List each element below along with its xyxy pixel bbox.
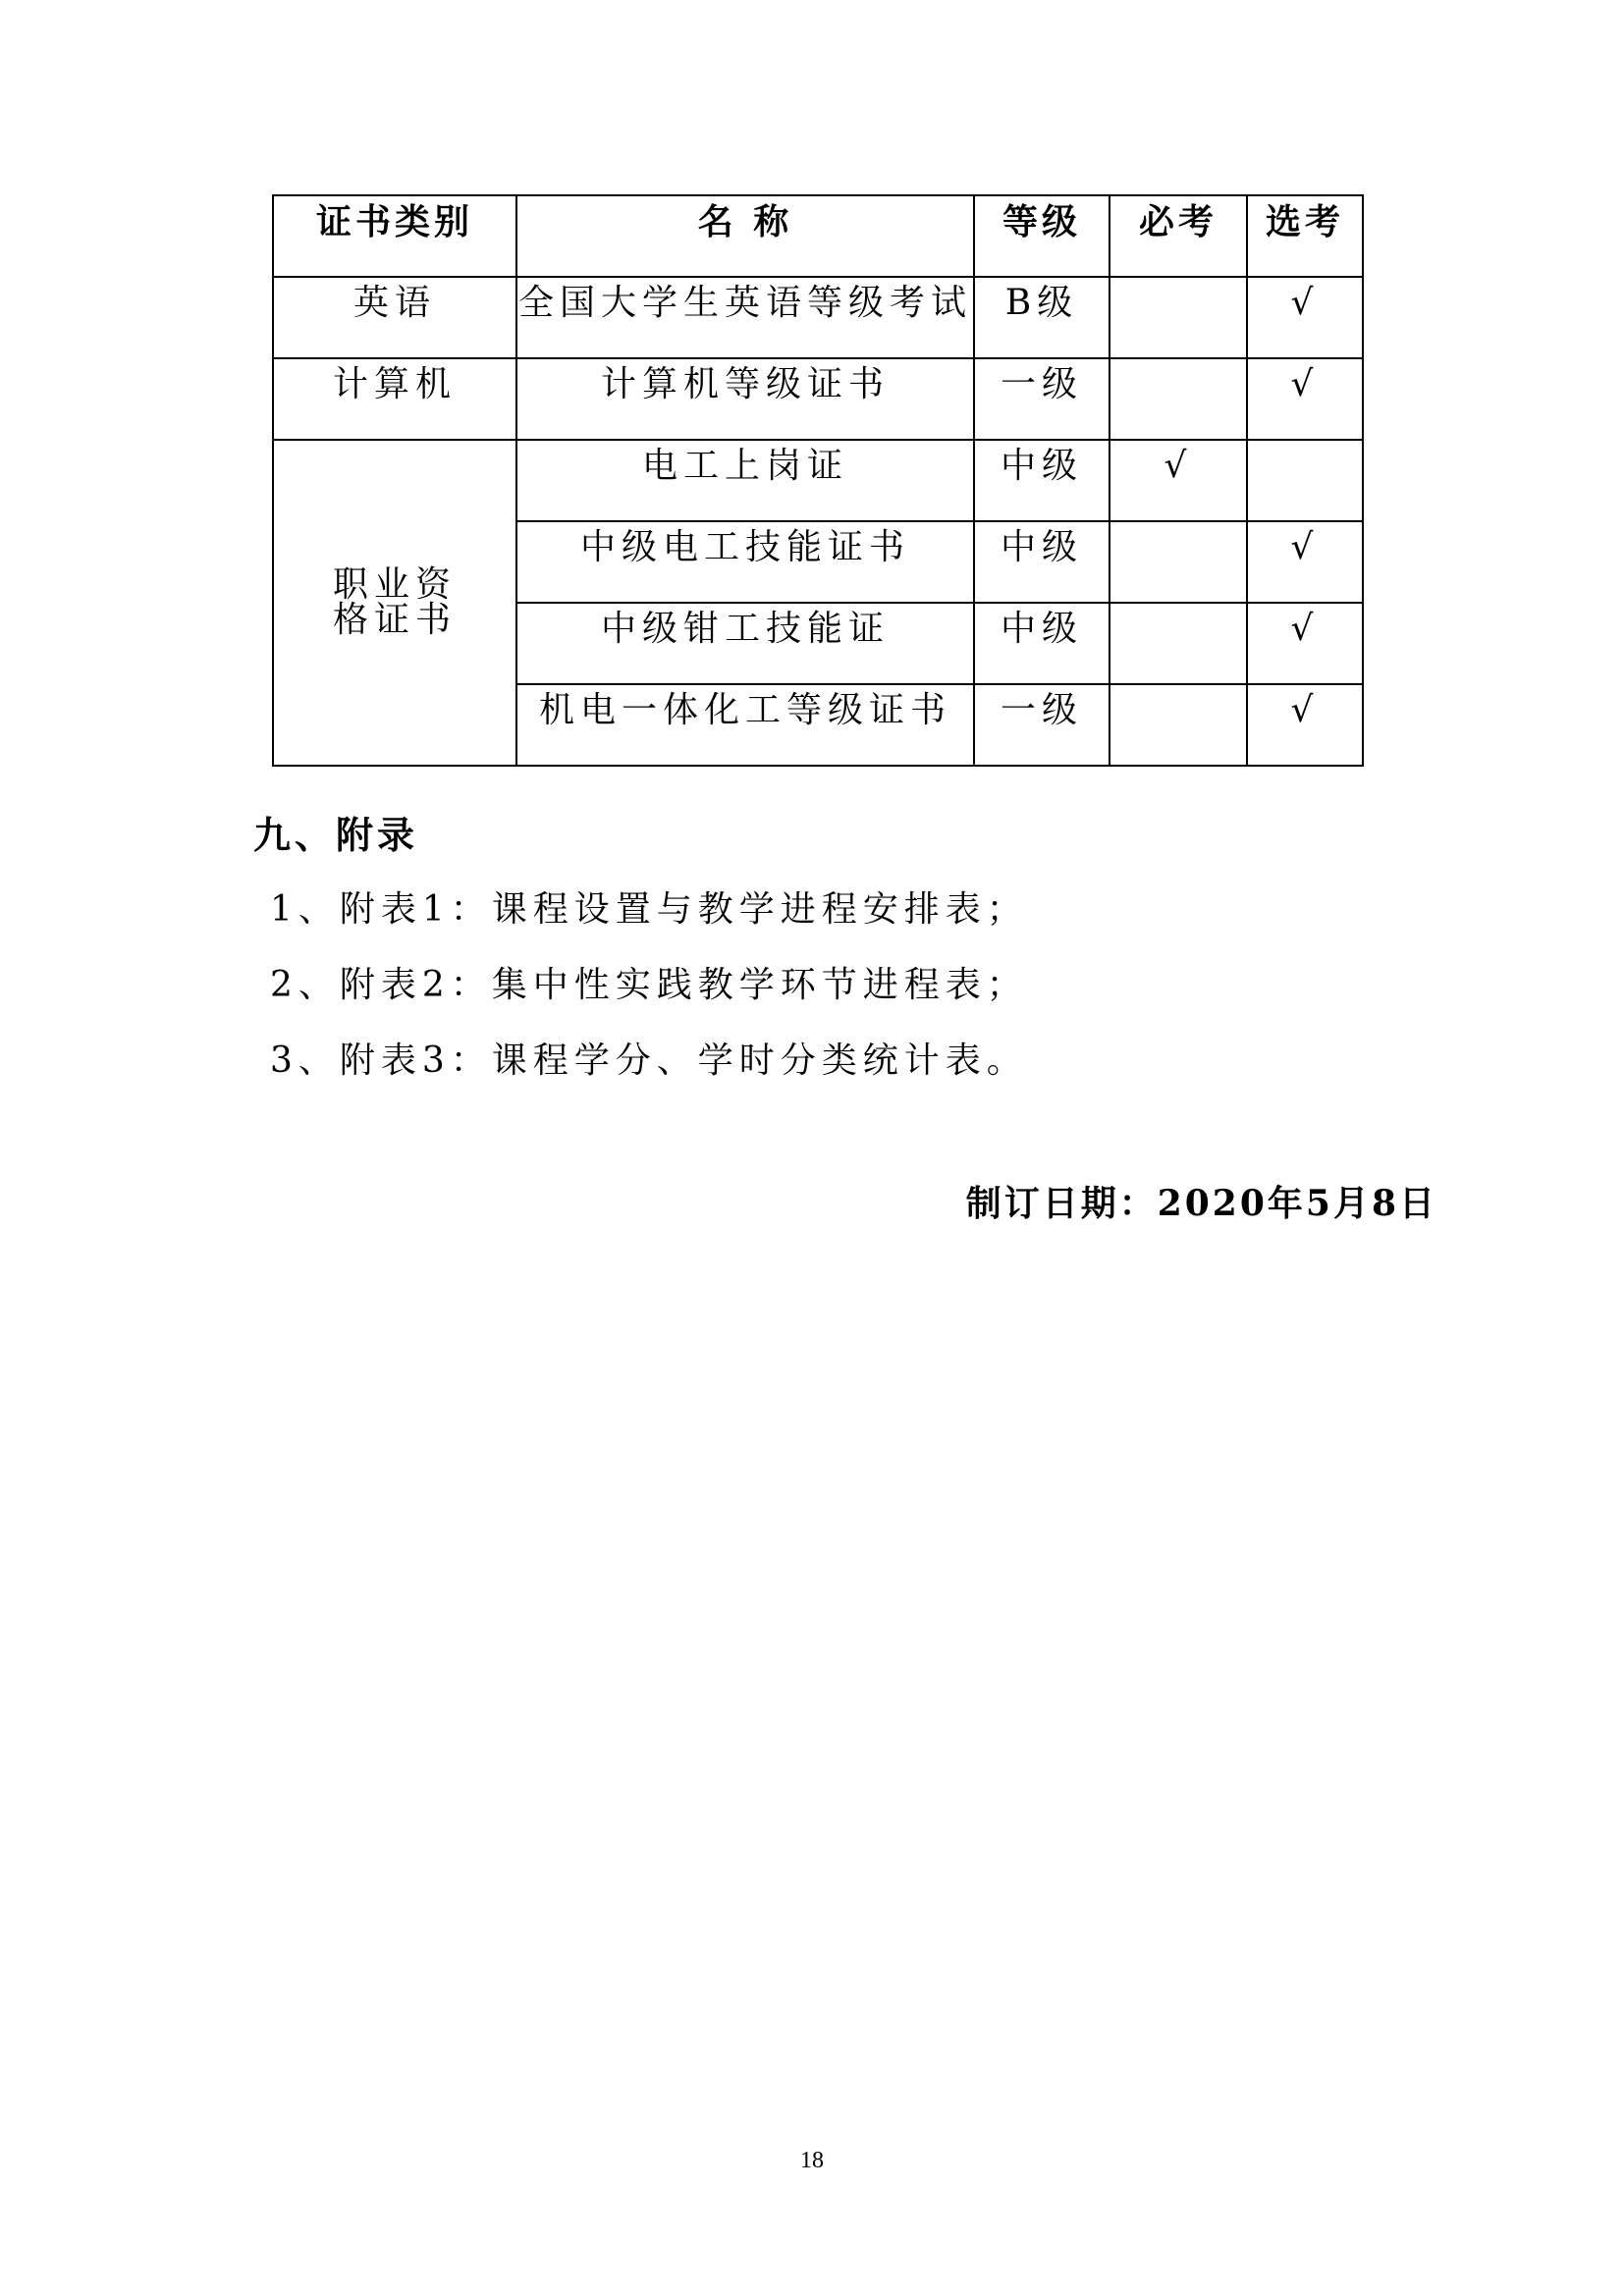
cell-name: 电工上岗证 [516, 440, 974, 521]
category-line-1: 职业资 [332, 564, 457, 605]
cell-required [1110, 684, 1247, 766]
cell-required: √ [1110, 440, 1247, 521]
table-header-row [273, 195, 1363, 277]
header-name: 名 称 [516, 195, 974, 277]
cell-name: 计算机等级证书 [516, 358, 974, 440]
header-level: 等级 [974, 195, 1110, 277]
cell-required [1110, 277, 1247, 358]
cell-level: 中级 [974, 521, 1110, 603]
revision-date: 制订日期：2020年5月8日 [965, 1183, 1437, 1224]
header-category: 证书类别 [273, 195, 516, 277]
header-required: 必考 [1110, 195, 1247, 277]
appendix-item-3: 3、附表3：课程学分、学时分类统计表。 [270, 1041, 1028, 1081]
cell-required [1110, 521, 1247, 603]
cell-level: 中级 [974, 440, 1110, 521]
cell-level: 中级 [974, 603, 1110, 684]
cell-elective: √ [1247, 684, 1363, 766]
cell-level: B级 [974, 277, 1110, 358]
cell-elective: √ [1247, 358, 1363, 440]
cell-required [1110, 603, 1247, 684]
table-row [273, 440, 1363, 521]
appendix-item-1: 1、附表1：课程设置与教学进程安排表； [270, 889, 1028, 930]
table-row [273, 277, 1363, 358]
cell-required [1110, 358, 1247, 440]
certificate-table [272, 194, 1364, 767]
cell-name: 中级电工技能证书 [516, 521, 974, 603]
cell-category: 英语 [273, 277, 516, 358]
appendix-title: 九、附录 [253, 813, 419, 857]
table-row [273, 358, 1363, 440]
header-elective: 选考 [1247, 195, 1363, 277]
page-number: 18 [800, 2148, 824, 2173]
cell-category-merged [273, 440, 516, 766]
appendix-item-2: 2、附表2：集中性实践教学环节进程表； [270, 965, 1028, 1005]
cell-name: 机电一体化工等级证书 [516, 684, 974, 766]
cell-elective: √ [1247, 521, 1363, 603]
cell-name: 中级钳工技能证 [516, 603, 974, 684]
cell-elective: √ [1247, 277, 1363, 358]
cell-name: 全国大学生英语等级考试 [516, 277, 974, 358]
cell-level: 一级 [974, 358, 1110, 440]
cell-elective [1247, 440, 1363, 521]
cell-category: 计算机 [273, 358, 516, 440]
cell-level: 一级 [974, 684, 1110, 766]
category-line-2: 格证书 [332, 600, 457, 640]
cell-elective: √ [1247, 603, 1363, 684]
